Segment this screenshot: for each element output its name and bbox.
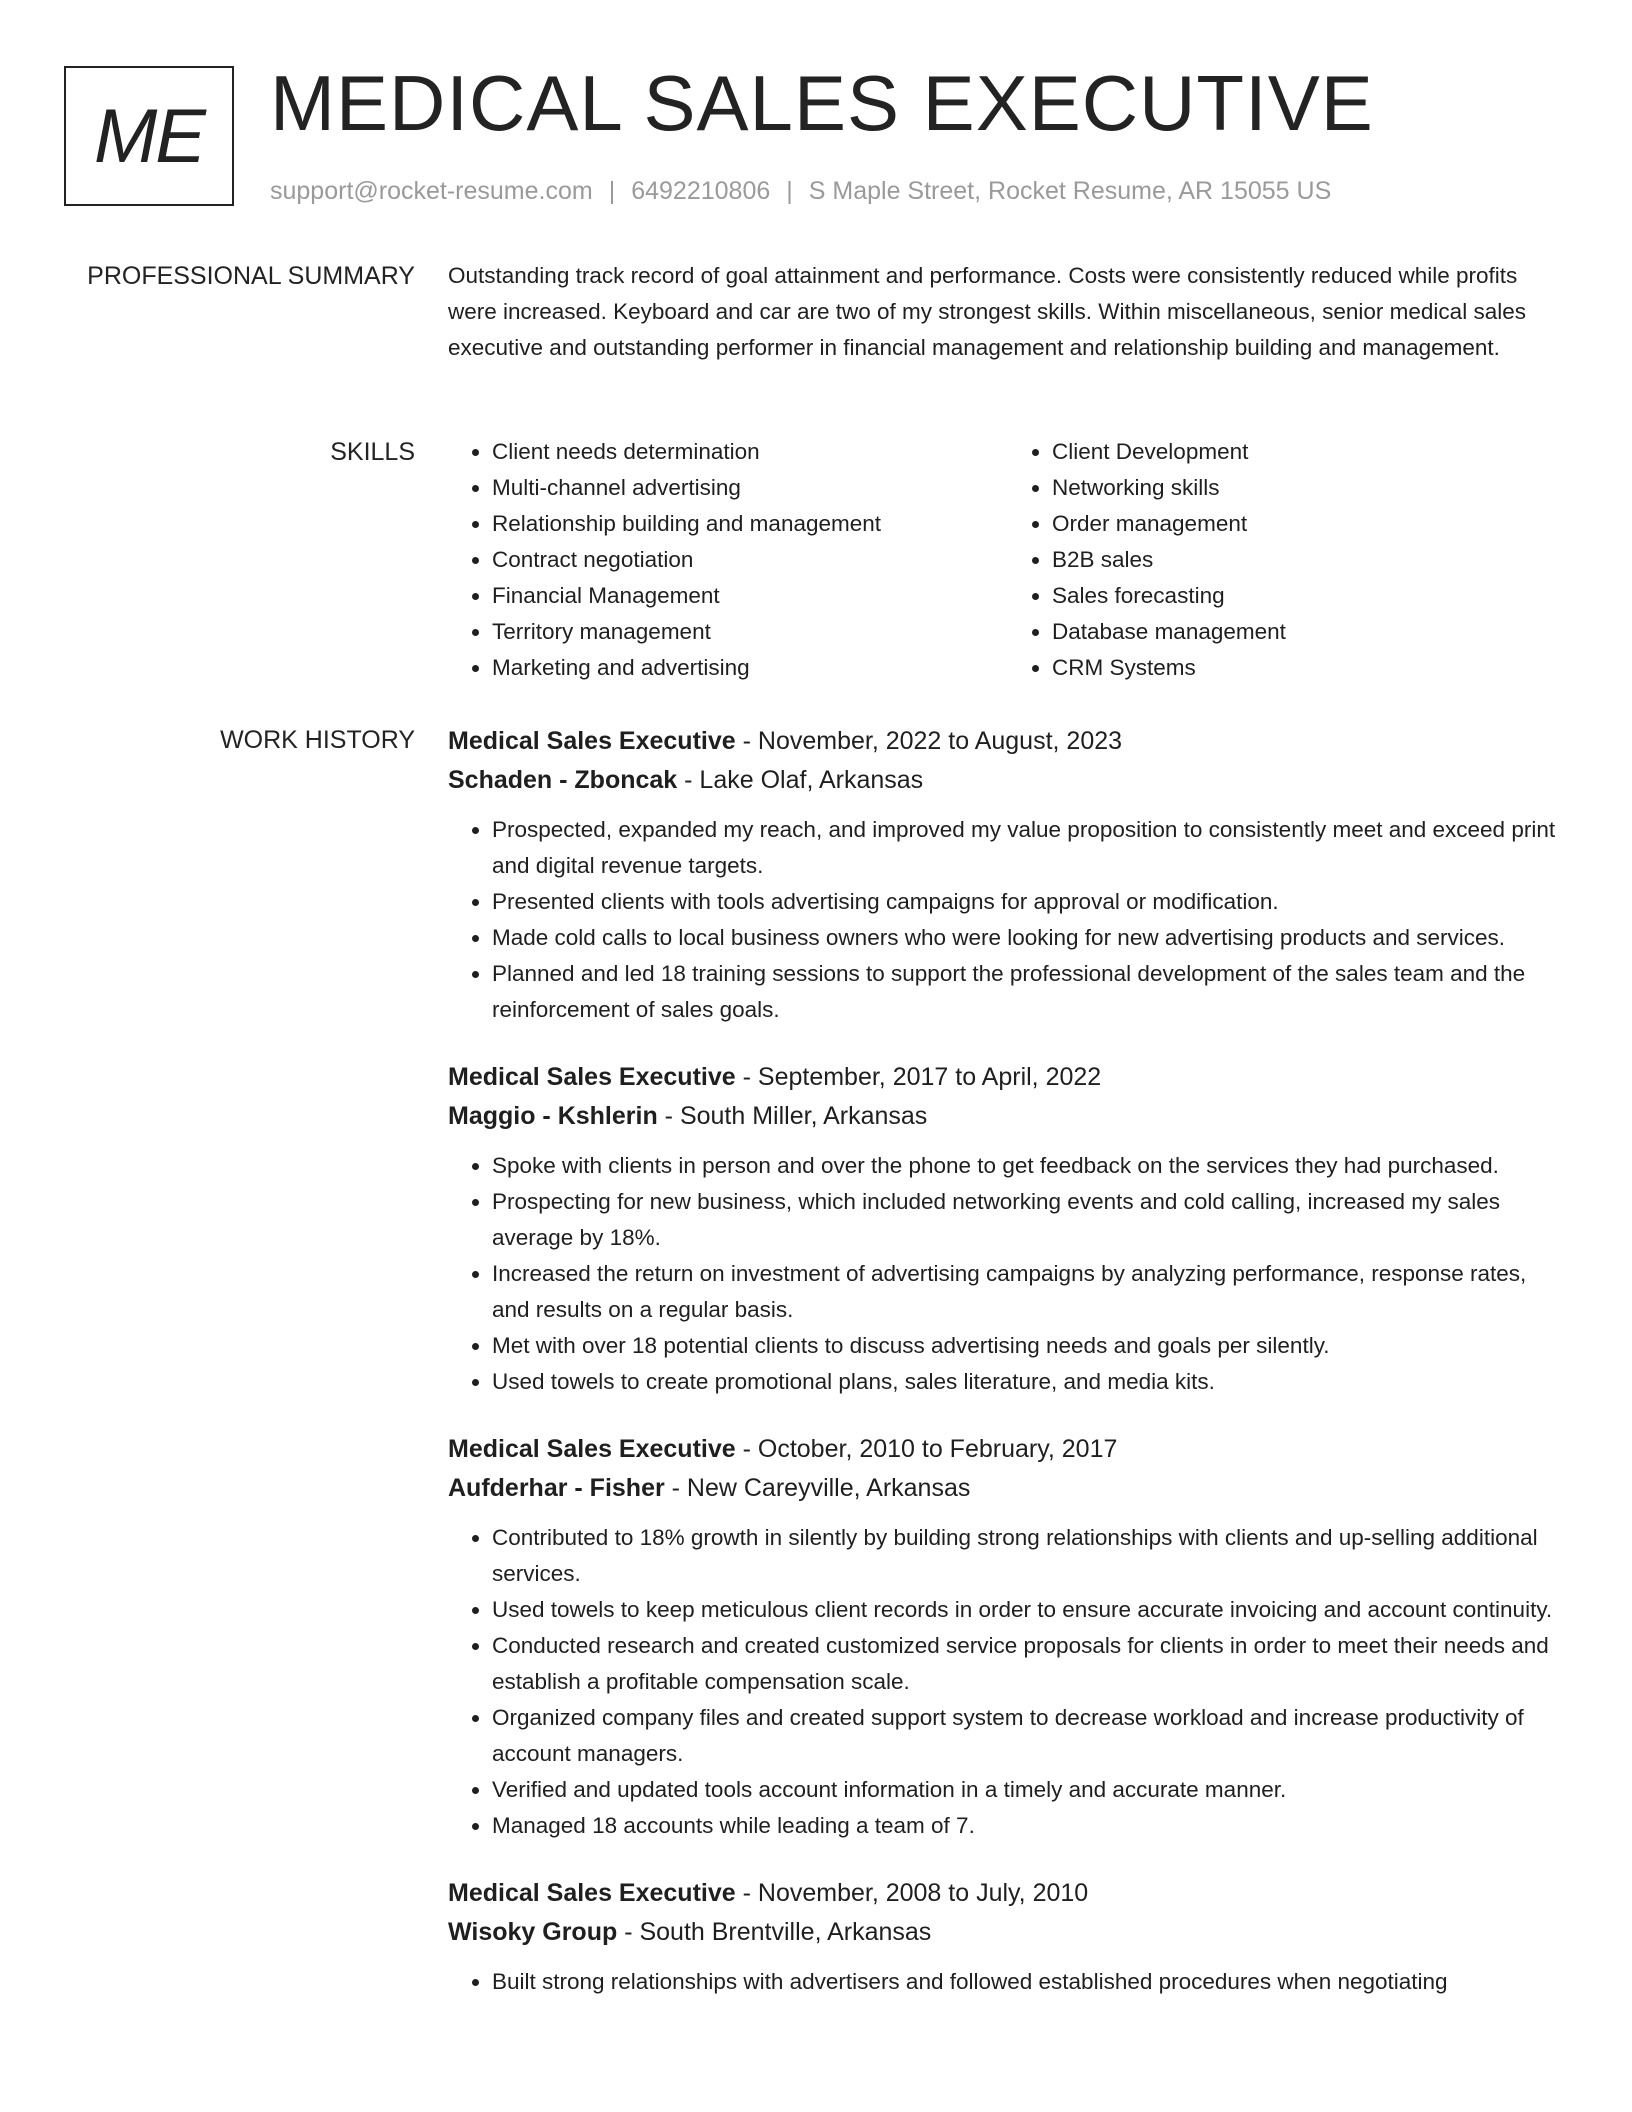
job-bullet: • Made cold calls to local business owners who were looking for new advertising products and services. — [492, 920, 1568, 956]
job-company: Aufderhar - Fisher — [448, 1474, 665, 1502]
job-bullet: • Spoke with clients in person and over the phone to get feedback on the services they had purchased. — [492, 1148, 1568, 1184]
job-bullet: • Verified and updated tools account information in a timely and accurate manner. — [492, 1772, 1568, 1808]
job-dates: - September, 2017 to April, 2022 — [735, 1063, 1102, 1091]
job-bullets — [448, 1148, 1568, 1400]
job-bullet: • Contributed to 18% growth in silently by building strong relationships with clients and up-selling additional services. — [492, 1520, 1568, 1592]
job-bullet: • Built strong relationships with advertisers and followed established procedures when negotiating — [492, 1964, 1568, 2000]
contact-separator: | — [608, 177, 616, 205]
job-title: Medical Sales Executive — [448, 1435, 736, 1463]
skill-item: • Database management — [1052, 614, 1568, 650]
contact-address: S Maple Street, Rocket Resume, AR 15055 US — [808, 177, 1332, 205]
contact-email[interactable]: support@rocket-resume.com — [270, 177, 593, 205]
job-bullet: • Increased the return on investment of advertising campaigns by analyzing performance, response rates, and results on a regular basis. — [492, 1256, 1568, 1328]
job-bullet: • Managed 18 accounts while leading a team of 7. — [492, 1808, 1568, 1844]
job-bullet: • Presented clients with tools advertising campaigns for approval or modification. — [492, 884, 1568, 920]
skill-item: • Client Development — [1052, 434, 1568, 470]
job-bullet: • Used towels to create promotional plans, sales literature, and media kits. — [492, 1364, 1568, 1400]
skill-item: • CRM Systems — [1052, 650, 1568, 686]
job-entry — [448, 1430, 1568, 1844]
job-company-line — [448, 1469, 1568, 1508]
skill-item: • B2B sales — [1052, 542, 1568, 578]
job-bullet: • Prospecting for new business, which included networking events and cold calling, increased my sales average by 18%. — [492, 1184, 1568, 1256]
skills-heading: SKILLS — [330, 438, 415, 466]
job-title-line — [448, 1430, 1568, 1469]
job-dates: - October, 2010 to February, 2017 — [735, 1435, 1118, 1463]
job-location: - New Careyville, Arkansas — [664, 1474, 971, 1502]
job-title: Medical Sales Executive — [448, 1063, 736, 1091]
work-history-list — [448, 722, 1568, 2030]
resume-title: MEDICAL SALES EXECUTIVE — [270, 59, 1374, 147]
job-bullet: • Planned and led 18 training sessions to support the professional development of the sales team and the reinforcement of sales goals. — [492, 956, 1568, 1028]
skill-item: • Sales forecasting — [1052, 578, 1568, 614]
contact-phone[interactable]: 6492210806 — [631, 177, 771, 205]
job-company: Maggio - Kshlerin — [448, 1102, 658, 1130]
skill-item: • Client needs determination — [492, 434, 1008, 470]
job-bullet: • Prospected, expanded my reach, and improved my value proposition to consistently meet and exceed print and digital revenue targets. — [492, 812, 1568, 884]
job-bullet: • Used towels to keep meticulous client records in order to ensure accurate invoicing and account continuity. — [492, 1592, 1568, 1628]
job-bullet: • Met with over 18 potential clients to discuss advertising needs and goals per silently. — [492, 1328, 1568, 1364]
contact-line — [270, 174, 1331, 208]
monogram-logo: ME — [64, 66, 234, 206]
job-bullet: • Organized company files and created support system to decrease workload and increase productivity of account managers. — [492, 1700, 1568, 1772]
job-location: - South Brentville, Arkansas — [617, 1918, 932, 1946]
skill-item: • Territory management — [492, 614, 1008, 650]
job-company: Wisoky Group — [448, 1918, 618, 1946]
job-dates: - November, 2008 to July, 2010 — [735, 1879, 1089, 1907]
contact-separator: | — [786, 177, 793, 205]
skill-item: • Networking skills — [1052, 470, 1568, 506]
job-bullet: • Conducted research and created customized service proposals for clients in order to meet their needs and establish a profitable compensation scale. — [492, 1628, 1568, 1700]
job-location: - South Miller, Arkansas — [657, 1102, 928, 1130]
work-history-heading: WORK HISTORY — [220, 726, 415, 754]
summary-text: Outstanding track record of goal attainment and performance. Costs were consistently reduced while profits were increased. Keyboard and car are two of my strongest skills. Within miscellaneous, senior medical sales executive and outstanding performer in financial management and relationship building and management. — [448, 263, 1526, 360]
job-title-line — [448, 722, 1568, 761]
skill-item: • Marketing and advertising — [492, 650, 1008, 686]
job-location: - Lake Olaf, Arkansas — [677, 766, 924, 794]
summary-heading: PROFESSIONAL SUMMARY — [87, 262, 415, 290]
skill-item: • Contract negotiation — [492, 542, 1008, 578]
skills-list-left — [448, 434, 1008, 686]
job-entry — [448, 1058, 1568, 1400]
job-title-line — [448, 1874, 1568, 1913]
job-company-line — [448, 1097, 1568, 1136]
job-bullets — [448, 1964, 1568, 2000]
job-bullets — [448, 812, 1568, 1028]
skill-item: • Relationship building and management — [492, 506, 1008, 542]
skill-item: • Order management — [1052, 506, 1568, 542]
job-title-line — [448, 1058, 1568, 1097]
job-bullets — [448, 1520, 1568, 1844]
job-dates: - November, 2022 to August, 2023 — [735, 727, 1123, 755]
skill-item: • Multi-channel advertising — [492, 470, 1008, 506]
job-entry — [448, 1874, 1568, 2000]
job-entry — [448, 722, 1568, 1028]
job-title: Medical Sales Executive — [448, 1879, 736, 1907]
job-company: Schaden - Zboncak — [448, 766, 678, 794]
job-company-line — [448, 1913, 1568, 1952]
job-title: Medical Sales Executive — [448, 727, 736, 755]
skills-list-right — [1008, 434, 1568, 686]
job-company-line — [448, 761, 1568, 800]
skill-item: • Financial Management — [492, 578, 1008, 614]
